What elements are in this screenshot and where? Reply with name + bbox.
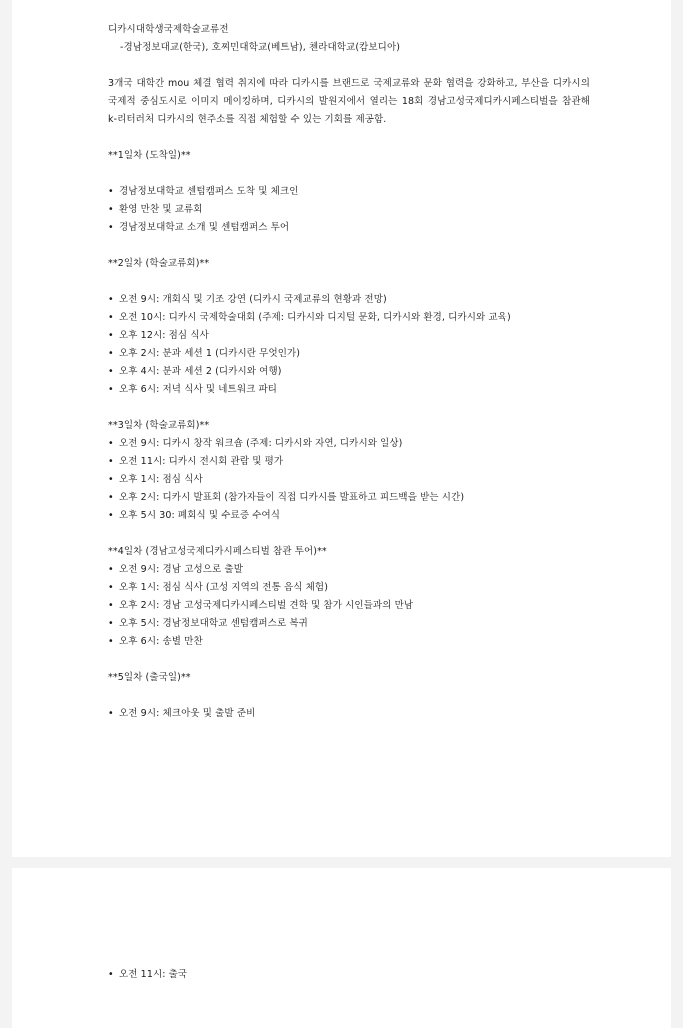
day-1-item: • 환영 만찬 및 교류회	[108, 201, 590, 219]
day-4-item: • 오후 2시: 경남 고성국제디카시페스티벌 견학 및 참가 시인들과의 만남	[108, 597, 590, 615]
day-3-item: • 오후 2시: 디카시 발표회 (참가자들이 직접 디카시를 발표하고 피드백을 받는 시간)	[108, 489, 590, 507]
day-3-item: • 오전 9시: 디카시 창작 워크숍 (주제: 디카시와 자연, 디카시와 일상)	[108, 435, 590, 453]
document-subtitle: -경남정보대교(한국), 호찌민대학교(베트남), 첸라대학교(캄보디아)	[120, 42, 401, 53]
page-1-content	[108, 21, 590, 723]
intro-paragraph: 3개국 대학간 mou 체결 협력 취지에 따라 디카시를 브랜드로 국제교류와 문화 협력을 강화하고, 부산을 디카시의 국제적 중심도시로 이미지 메이킹하며, 디카시의 발원지에서 열리는 18회 경남고성국제디카시페스티벌을 참관해 k-리터러처 디카시의 현주소를 직접 체험할 수 있는 기회를 제공함.	[108, 78, 590, 125]
day-3-item: • 오후 5시 30: 폐회식 및 수료증 수여식	[108, 507, 590, 525]
day-2-item: • 오전 9시: 개회식 및 기조 강연 (디카시 국제교류의 현황과 전망)	[108, 291, 590, 309]
day-2-item: • 오후 4시: 분과 세션 2 (디카시와 여행)	[108, 363, 590, 381]
day-4-item: • 오전 9시: 경남 고성으로 출발	[108, 561, 590, 579]
day-2-item: • 오후 2시: 분과 세션 1 (디카시란 무엇인가)	[108, 345, 590, 363]
page-2-content	[108, 966, 590, 984]
day-3-item: • 오전 11시: 디카시 전시회 관람 및 평가	[108, 453, 590, 471]
day-4-heading: **4일차 (경남고성국제디카시페스티벌 참관 투어)**	[108, 546, 327, 557]
day-4-item: • 오후 1시: 점심 식사 (고성 지역의 전통 음식 체험)	[108, 579, 590, 597]
day-5-item: • 오전 11시: 출국	[108, 966, 590, 984]
day-1-heading: **1일차 (도착일)**	[108, 150, 191, 161]
day-1-item: • 경남정보대학교 센텀캠퍼스 도착 및 체크인	[108, 183, 590, 201]
day-2-item: • 오전 10시: 디카시 국제학술대회 (주제: 디카시와 디지털 문화, 디카시와 환경, 디카시와 교육)	[108, 309, 590, 327]
document-title: 디카시대학생국제학술교류전	[108, 24, 229, 35]
day-2-item: • 오후 6시: 저녁 식사 및 네트워크 파티	[108, 381, 590, 399]
day-3-heading: **3일차 (학술교류회)**	[108, 420, 210, 431]
day-4-item: • 오후 5시: 경남정보대학교 센텀캠퍼스로 복귀	[108, 615, 590, 633]
day-1-item: • 경남정보대학교 소개 및 센텀캠퍼스 투어	[108, 219, 590, 237]
day-2-heading: **2일차 (학술교류회)**	[108, 258, 210, 269]
document-page-2	[12, 868, 671, 1028]
document-page-1	[12, 0, 671, 857]
day-3-item: • 오후 1시: 점심 식사	[108, 471, 590, 489]
day-5-heading: **5일차 (출국일)**	[108, 672, 191, 683]
day-2-item: • 오후 12시: 점심 식사	[108, 327, 590, 345]
day-5-item: • 오전 9시: 체크아웃 및 출발 준비	[108, 705, 590, 723]
day-4-item: • 오후 6시: 송별 만찬	[108, 633, 590, 651]
